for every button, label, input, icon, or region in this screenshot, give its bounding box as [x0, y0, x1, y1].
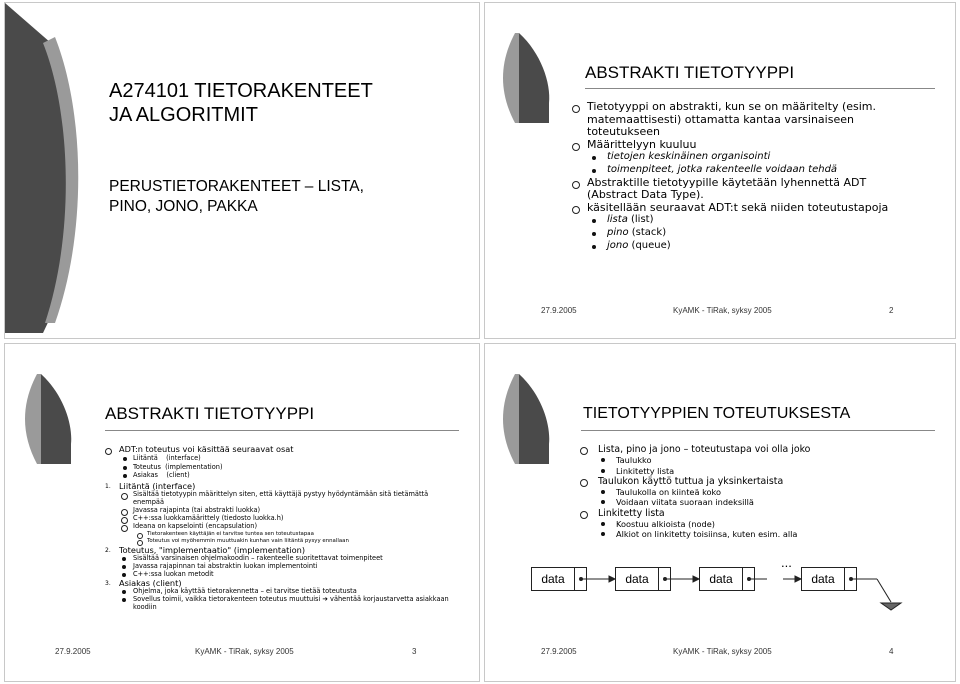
list-item: Ideana on kapselointi (encapsulation) Tietorakenteen käyttäjän ei tarvitse tuntea sen toteutustapaa Toteutus voi myöhemmin muuttuakin kunhan vain liitäntä pysyy ennallaan — [119, 523, 451, 546]
bullet-list — [578, 444, 908, 539]
list-item: Sovellus toimii, vaikka tietorakenteen toteutus muuttuisi ➔ vähentää korjaustarvetta asiakkaan koodiin — [119, 596, 451, 612]
list-item: Määrittelyyn kuuluu tietojen keskinäinen organisointi toimenpiteet, jotka rakenteelle voidaan tehdä — [571, 139, 901, 177]
slide-decoration — [485, 344, 565, 464]
list-item: Tietorakenteen käyttäjän ei tarvitse tuntea sen toteutustapaa — [133, 531, 451, 539]
presentation-title: A274101 TIETORAKENTEET JA ALGORITMIT — [109, 80, 373, 126]
slide-title: TIETOTYYPPIEN TOTEUTUKSESTA — [583, 405, 851, 422]
slide-decoration — [5, 3, 95, 333]
list-item: Taulukko — [598, 455, 908, 465]
list-item: Ohjelma, joka käyttää tietorakennetta – ei tarvitse tietää toteutusta — [119, 588, 451, 596]
list-item: tietojen keskinäinen organisointi — [589, 151, 901, 164]
title-divider — [105, 430, 459, 431]
list-item: lista (list) — [589, 214, 901, 227]
title-divider — [585, 88, 935, 89]
bullet-list — [571, 101, 901, 252]
footer-center: KyAMK - TiRak, syksy 2005 — [195, 647, 294, 656]
footer-center: KyAMK - TiRak, syksy 2005 — [673, 647, 772, 656]
list-item: C++:ssa luokan metodit — [119, 571, 451, 579]
slide-decoration — [485, 3, 565, 123]
presentation-subtitle: PERUSTIETORAKENTEET – LISTA, PINO, JONO, PAKKA — [109, 178, 364, 215]
list-item: toimenpiteet, jotka rakenteelle voidaan tehdä — [589, 164, 901, 177]
footer-date: 27.9.2005 — [541, 306, 577, 315]
slide-2 — [484, 2, 956, 339]
footer-center: KyAMK - TiRak, syksy 2005 — [673, 306, 772, 315]
slide-4 — [484, 343, 956, 682]
list-item: Koostuu alkioista (node) — [598, 519, 908, 529]
slide-decoration — [5, 344, 85, 464]
list-item: Tietotyyppi on abstrakti, kun se on määritelty (esim. matemaattisesti) ottamatta kantaa varsinaiseen toteutukseen — [571, 101, 901, 139]
ellipsis: ... — [781, 555, 792, 570]
list-item: 3. Asiakas (client) Ohjelma, joka käyttää tietorakennetta – ei tarvitse tietää toteutusta Sovellus toimii, vaikka tietorakenteen toteutus muuttuisi ➔ vähentää korjaustarvetta asiakkaan koodiin — [105, 579, 451, 612]
list-node: data — [699, 567, 755, 591]
list-item: Voidaan viitata suoraan indeksillä — [598, 497, 908, 507]
slide-3 — [4, 343, 480, 682]
list-item: Liitäntä (interface) — [119, 454, 451, 463]
list-item: Alkiot on linkitetty toisiinsa, kuten esim. alla — [598, 529, 908, 539]
list-item: Abstraktille tietotyypille käytetään lyhennettä ADT (Abstract Data Type). — [571, 177, 901, 202]
slide-title: ABSTRAKTI TIETOTYYPPI — [105, 404, 315, 423]
list-item: Sisältää varsinaisen ohjelmakoodin – rakenteelle suoritettavat toimenpiteet — [119, 555, 451, 563]
list-item: Lista, pino ja jono – toteutustapa voi olla joko Taulukko Linkitetty lista — [578, 444, 908, 476]
list-item: käsitellään seuraavat ADT:t sekä niiden toteutustapoja lista (list) pino (stack) jono (queue) — [571, 202, 901, 252]
list-node: data — [801, 567, 857, 591]
bullet-list — [105, 445, 451, 480]
list-item: Javassa rajapinnan tai abstraktin luokan implementointi — [119, 563, 451, 571]
list-item: Sisältää tietotyypin määrittelyn siten, että käyttäjä pystyy hyödyntämään sitä tietämättä enempää — [119, 491, 451, 507]
list-item: 1. Liitäntä (interface) Sisältää tietotyypin määrittelyn siten, että käyttäjä pystyy hyödyntämään sitä tietämättä enempää Javassa rajapinta (tai abstrakti luokka) C++:ssa luokkamäärittely (tiedosto luokka.h) Ideana on kapselointi (encapsulation) Tietorakenteen käyttäjän ei tarvitse tuntea sen toteutustapaa Toteutus voi myöhemmin muuttuakin kunhan vain liitäntä pysyy ennallaan — [105, 482, 451, 546]
list-item: Asiakas (client) — [119, 471, 451, 480]
slide-title: ABSTRAKTI TIETOTYYPPI — [585, 63, 795, 82]
list-item: Taulukon käyttö tuttua ja yksinkertaista Taulukolla on kiinteä koko Voidaan viitata suoraan indeksillä — [578, 476, 908, 508]
numbered-list — [105, 482, 451, 611]
list-item: Javassa rajapinta (tai abstrakti luokka) — [119, 507, 451, 515]
footer-date: 27.9.2005 — [541, 647, 577, 656]
list-item: C++:ssa luokkamäärittely (tiedosto luokka.h) — [119, 515, 451, 523]
list-item: pino (stack) — [589, 227, 901, 240]
list-item: 2. Toteutus, "implementaatio" (implementation) Sisältää varsinaisen ohjelmakoodin – rakenteelle suoritettavat toimenpiteet Javassa rajapinnan tai abstraktin luokan implementointi C++:ssa luokan metodit — [105, 546, 451, 579]
footer-date: 27.9.2005 — [55, 647, 91, 656]
footer-page-number: 4 — [889, 647, 894, 656]
list-item: Taulukolla on kiinteä koko — [598, 487, 908, 497]
slide-1 — [4, 2, 480, 339]
title-divider — [581, 430, 935, 431]
list-item: Linkitetty lista Koostuu alkioista (node) Alkiot on linkitetty toisiinsa, kuten esim. alla — [578, 508, 908, 540]
list-item: Toteutus voi myöhemmin muuttuakin kunhan vain liitäntä pysyy ennallaan — [133, 538, 451, 546]
list-item: ADT:n toteutus voi käsittää seuraavat osat Liitäntä (interface) Toteutus (implementation) Asiakas (client) — [105, 445, 451, 480]
list-item: Linkitetty lista — [598, 466, 908, 476]
footer-page-number: 3 — [412, 647, 417, 656]
link-arrows — [485, 544, 956, 614]
footer-page-number: 2 — [889, 306, 894, 315]
list-item: Toteutus (implementation) — [119, 463, 451, 472]
list-node: data — [531, 567, 587, 591]
list-node: data — [615, 567, 671, 591]
list-item: jono (queue) — [589, 240, 901, 253]
